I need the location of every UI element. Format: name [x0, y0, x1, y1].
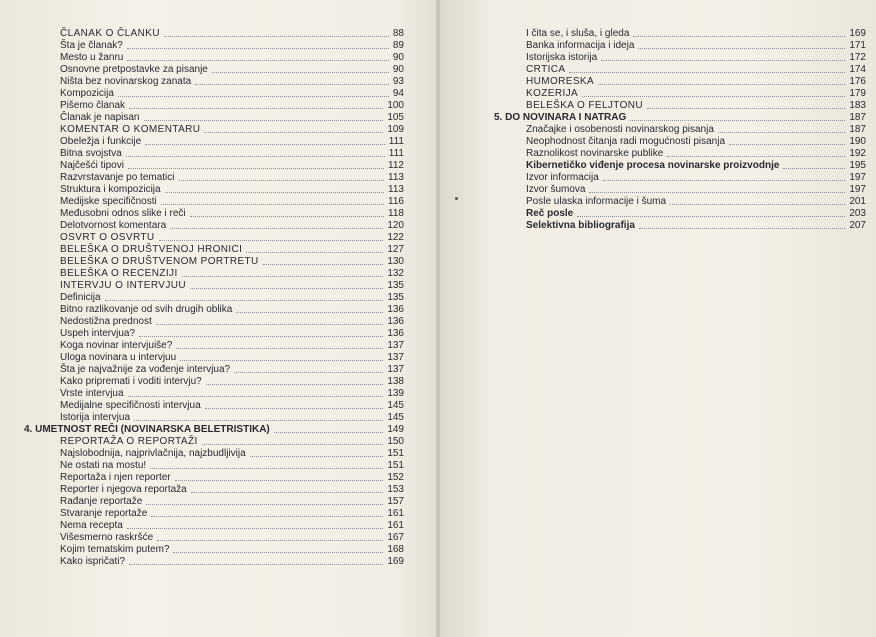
toc-entry	[494, 148, 866, 160]
toc-entry	[24, 304, 404, 316]
toc-entry-title: Uspeh intervjua?	[60, 328, 136, 339]
toc-entry-page-number: 187	[849, 124, 866, 135]
toc-entry-title: Reportaža i njen reporter	[60, 472, 171, 483]
dot-leader	[146, 503, 383, 505]
toc-entry	[24, 64, 404, 76]
toc-entry-page-number: 116	[388, 196, 404, 207]
toc-entry-page-number: 137	[387, 340, 404, 351]
toc-entry	[24, 292, 404, 304]
toc-entry-title: Međusobni odnos slike i reči	[60, 208, 186, 219]
toc-entry-page-number: 152	[387, 472, 404, 483]
toc-entry-title: CRTICA	[526, 64, 566, 75]
toc-entry-title: Rađanje reportaže	[60, 496, 143, 507]
toc-entry	[24, 544, 404, 556]
toc-entry-title: KOMENTAR O KOMENTARU	[60, 124, 201, 135]
toc-entry-page-number: 207	[849, 220, 866, 231]
toc-entry-page-number: 138	[387, 376, 404, 387]
toc-entry-page-number: 187	[849, 112, 866, 123]
toc-entry	[24, 172, 404, 184]
toc-entry	[24, 256, 404, 268]
dot-leader	[263, 263, 384, 265]
toc-entry	[24, 148, 404, 160]
toc-entry	[494, 220, 866, 232]
toc-entry-title: Posle ulaska informacije i šuma	[526, 196, 667, 207]
toc-entry-page-number: 111	[388, 148, 404, 159]
dot-leader	[150, 467, 383, 469]
toc-entry-page-number: 169	[387, 556, 404, 567]
toc-entry-title: Vrste intervjua	[60, 388, 124, 399]
toc-entry	[494, 196, 866, 208]
toc-entry-title: KOZERIJA	[526, 88, 579, 99]
toc-entry	[24, 112, 404, 124]
toc-entry-title: Bitna svojstva	[60, 148, 122, 159]
dot-leader	[729, 143, 845, 145]
toc-entry-title: I čita se, i sluša, i gleda	[526, 28, 630, 39]
toc-entry	[24, 52, 404, 64]
dot-leader	[144, 119, 384, 121]
toc-entry-page-number: 167	[387, 532, 404, 543]
dot-leader	[718, 131, 845, 133]
toc-entry	[494, 136, 866, 148]
toc-entry	[24, 268, 404, 280]
toc-entry-title: Članak je napisan	[60, 112, 140, 123]
toc-entry	[24, 424, 404, 436]
toc-entry-page-number: 157	[387, 496, 404, 507]
toc-entry-title: Koga novinar intervjuiše?	[60, 340, 173, 351]
dot-leader	[161, 203, 384, 205]
toc-entry	[24, 124, 404, 136]
toc-entry	[24, 412, 404, 424]
toc-entry-page-number: 174	[849, 64, 866, 75]
dot-leader	[164, 35, 389, 37]
dot-leader	[589, 191, 845, 193]
dot-leader	[126, 155, 385, 157]
toc-entry	[24, 100, 404, 112]
toc-entry	[24, 184, 404, 196]
right-toc-list	[494, 28, 866, 232]
toc-entry-page-number: 172	[849, 52, 866, 63]
dot-leader	[195, 83, 389, 85]
dot-leader	[577, 215, 845, 217]
toc-entry-title: Definicija	[60, 292, 101, 303]
toc-entry-title: Medijalne specifičnosti intervjua	[60, 400, 201, 411]
dot-leader	[173, 551, 383, 553]
toc-entry-page-number: 136	[387, 328, 404, 339]
dot-leader	[118, 95, 389, 97]
toc-entry-page-number: 135	[387, 280, 404, 291]
toc-entry	[24, 376, 404, 388]
toc-entry-title: Kibernetičko viđenje procesa novinarske proizvodnje	[526, 160, 780, 171]
toc-entry-page-number: 136	[387, 316, 404, 327]
toc-entry-title: Kompozicija	[60, 88, 114, 99]
dot-leader	[134, 419, 383, 421]
toc-entry	[24, 328, 404, 340]
toc-entry-title: Nedostižna prednost	[60, 316, 152, 327]
toc-entry	[24, 520, 404, 532]
toc-entry	[24, 364, 404, 376]
toc-entry-title: Struktura i kompozicija	[60, 184, 161, 195]
toc-entry	[24, 508, 404, 520]
toc-entry-title: Medijske specifičnosti	[60, 196, 157, 207]
toc-entry-page-number: 195	[849, 160, 866, 171]
toc-entry-page-number: 176	[849, 76, 866, 87]
dot-leader	[638, 47, 845, 49]
dot-leader	[639, 227, 845, 229]
dot-leader	[139, 335, 383, 337]
toc-entry-page-number: 90	[392, 64, 404, 75]
dot-leader	[633, 35, 845, 37]
dot-leader	[151, 515, 383, 517]
toc-entry-page-number: 90	[392, 52, 404, 63]
dot-leader	[157, 539, 383, 541]
toc-entry	[24, 472, 404, 484]
toc-entry-title: Kojim tematskim putem?	[60, 544, 170, 555]
toc-entry-title: Mesto u žanru	[60, 52, 124, 63]
toc-entry-page-number: 145	[387, 400, 404, 411]
dot-leader	[128, 395, 384, 397]
toc-entry-page-number: 118	[388, 208, 404, 219]
dot-leader	[204, 131, 383, 133]
toc-entry	[24, 196, 404, 208]
toc-entry-page-number: 113	[388, 184, 404, 195]
toc-entry-title: Raznolikost novinarske publike	[526, 148, 664, 159]
toc-entry-title: OSVRT O OSVRTU	[60, 232, 155, 243]
dot-leader	[569, 71, 845, 73]
toc-entry-title: Istorija intervjua	[60, 412, 131, 423]
toc-entry	[494, 124, 866, 136]
dot-leader	[274, 431, 384, 433]
toc-entry-page-number: 111	[388, 136, 404, 147]
dot-leader	[175, 479, 384, 481]
dot-leader	[647, 107, 845, 109]
toc-entry-title: Izvor informacija	[526, 172, 599, 183]
toc-entry-page-number: 201	[849, 196, 866, 207]
toc-entry	[24, 40, 404, 52]
toc-entry	[24, 448, 404, 460]
toc-entry	[24, 280, 404, 292]
toc-entry-title: BELEŠKA O FELJTONU	[526, 100, 644, 111]
toc-entry	[24, 208, 404, 220]
toc-entry-title: BELEŠKA O RECENZIJI	[60, 268, 178, 279]
dot-leader	[667, 155, 845, 157]
toc-entry-title: REPORTAŽA O REPORTAŽI	[60, 436, 198, 447]
toc-entry-page-number: 109	[387, 124, 404, 135]
toc-entry-title: Reporter i njegova reportaža	[60, 484, 187, 495]
toc-entry-page-number: 112	[388, 160, 404, 171]
toc-entry	[24, 220, 404, 232]
dot-leader	[630, 119, 845, 121]
toc-entry	[24, 436, 404, 448]
toc-entry-title: Delotvornost komentara	[60, 220, 167, 231]
dot-leader	[105, 299, 384, 301]
toc-entry-title: 5. DO NOVINARA I NATRAG	[494, 112, 627, 123]
toc-entry-title: Šta je najvažnije za vođenje intervjua?	[60, 364, 231, 375]
toc-entry-title: Kako pripremati i voditi intervju?	[60, 376, 202, 387]
toc-entry-page-number: 145	[387, 412, 404, 423]
dot-leader	[234, 371, 383, 373]
toc-entry	[24, 352, 404, 364]
toc-entry-page-number: 94	[392, 88, 404, 99]
toc-entry	[24, 340, 404, 352]
toc-entry-page-number: 168	[387, 544, 404, 555]
toc-entry	[24, 136, 404, 148]
dot-leader	[603, 179, 846, 181]
dot-leader	[128, 167, 384, 169]
toc-entry-page-number: 203	[849, 208, 866, 219]
toc-entry-title: Obeležja i funkcije	[60, 136, 142, 147]
toc-entry-page-number: 136	[387, 304, 404, 315]
toc-entry	[24, 160, 404, 172]
toc-entry	[24, 400, 404, 412]
page-speck	[455, 197, 458, 200]
dot-leader	[783, 167, 845, 169]
dot-leader	[250, 455, 384, 457]
dot-leader	[129, 107, 383, 109]
toc-entry-page-number: 113	[388, 172, 404, 183]
dot-leader	[190, 215, 384, 217]
toc-entry-title: BELEŠKA O DRUŠTVENOM PORTRETU	[60, 256, 259, 267]
toc-entry	[24, 244, 404, 256]
toc-entry-title: Neophodnost čitanja radi mogućnosti pisanja	[526, 136, 726, 147]
toc-entry	[24, 556, 404, 568]
toc-entry-page-number: 137	[387, 352, 404, 363]
toc-entry-page-number: 151	[387, 460, 404, 471]
toc-entry-page-number: 161	[387, 520, 404, 531]
toc-entry-page-number: 105	[387, 112, 404, 123]
dot-leader	[582, 95, 845, 97]
dot-leader	[165, 191, 384, 193]
toc-entry	[494, 76, 866, 88]
toc-entry-title: Šta je članak?	[60, 40, 123, 51]
toc-entry-page-number: 149	[387, 424, 404, 435]
toc-entry-page-number: 151	[387, 448, 404, 459]
left-page	[0, 0, 437, 637]
dot-leader	[202, 443, 384, 445]
toc-entry-title: Bitno razlikovanje od svih drugih oblika	[60, 304, 233, 315]
dot-leader	[212, 71, 389, 73]
toc-entry-page-number: 122	[387, 232, 404, 243]
toc-entry-page-number: 150	[387, 436, 404, 447]
toc-entry-title: 4. UMETNOST REČI (NOVINARSKA BELETRISTIKA)	[24, 424, 270, 435]
dot-leader	[145, 143, 385, 145]
toc-entry-title: Banka informacija i ideja	[526, 40, 635, 51]
toc-entry	[24, 388, 404, 400]
toc-entry	[494, 52, 866, 64]
toc-entry	[494, 88, 866, 100]
dot-leader	[127, 527, 384, 529]
toc-entry-page-number: 100	[387, 100, 404, 111]
toc-entry-page-number: 153	[387, 484, 404, 495]
dot-leader	[179, 179, 385, 181]
dot-leader	[127, 47, 389, 49]
toc-entry-title: Najčešći tipovi	[60, 160, 124, 171]
toc-entry-title: Reč posle	[526, 208, 574, 219]
dot-leader	[156, 323, 384, 325]
dot-leader	[182, 275, 384, 277]
toc-entry	[494, 100, 866, 112]
toc-entry-title: Pišemo članak	[60, 100, 126, 111]
dot-leader	[246, 251, 383, 253]
toc-entry-page-number: 132	[387, 268, 404, 279]
dot-leader	[129, 563, 383, 565]
toc-entry	[24, 532, 404, 544]
toc-entry-page-number: 190	[849, 136, 866, 147]
toc-entry-page-number: 93	[392, 76, 404, 87]
toc-entry	[24, 484, 404, 496]
toc-entry-title: Selektivna bibliografija	[526, 220, 635, 231]
toc-entry	[494, 160, 866, 172]
toc-entry	[494, 172, 866, 184]
toc-entry-title: Stvaranje reportaže	[60, 508, 148, 519]
dot-leader	[170, 227, 383, 229]
dot-leader	[190, 287, 383, 289]
toc-entry-page-number: 192	[849, 148, 866, 159]
toc-entry-page-number: 169	[849, 28, 866, 39]
toc-entry	[24, 232, 404, 244]
toc-entry	[24, 496, 404, 508]
toc-entry-title: Višesmerno raskršće	[60, 532, 154, 543]
toc-entry-page-number: 161	[387, 508, 404, 519]
toc-entry	[494, 184, 866, 196]
dot-leader	[670, 203, 845, 205]
dot-leader	[180, 359, 383, 361]
toc-entry	[24, 76, 404, 88]
toc-entry-title: Kako ispričati?	[60, 556, 126, 567]
toc-entry-page-number: 89	[392, 40, 404, 51]
toc-entry-page-number: 137	[387, 364, 404, 375]
toc-entry	[494, 112, 866, 124]
dot-leader	[236, 311, 383, 313]
toc-entry-page-number: 179	[849, 88, 866, 99]
toc-entry-page-number: 171	[849, 40, 866, 51]
toc-entry-title: Osnovne pretpostavke za pisanje	[60, 64, 208, 75]
toc-entry-title: BELEŠKA O DRUŠTVENOJ HRONICI	[60, 244, 243, 255]
toc-entry-page-number: 88	[392, 28, 404, 39]
dot-leader	[601, 59, 845, 61]
dot-leader	[205, 407, 384, 409]
toc-entry-title: HUMORESKA	[526, 76, 595, 87]
dot-leader	[159, 239, 384, 241]
toc-entry	[24, 316, 404, 328]
toc-entry-title: Ne ostati na mostu!	[60, 460, 147, 471]
toc-entry-title: Izvor šumova	[526, 184, 586, 195]
toc-entry-title: Nema recepta	[60, 520, 123, 531]
dot-leader	[176, 347, 383, 349]
toc-entry	[24, 28, 404, 40]
toc-entry-title: Značajke i osobenosti novinarskog pisanja	[526, 124, 714, 135]
dot-leader	[206, 383, 384, 385]
toc-entry-title: Razvrstavanje po tematici	[60, 172, 175, 183]
dot-leader	[598, 83, 845, 85]
toc-entry-title: Ništa bez novinarskog zanata	[60, 76, 192, 87]
toc-entry-page-number: 130	[387, 256, 404, 267]
toc-entry-page-number: 120	[387, 220, 404, 231]
toc-entry-page-number: 197	[849, 172, 866, 183]
toc-entry-page-number: 127	[387, 244, 404, 255]
toc-entry-title: Istorijska istorija	[526, 52, 598, 63]
toc-entry-page-number: 135	[387, 292, 404, 303]
toc-entry-page-number: 183	[849, 100, 866, 111]
toc-entry-page-number: 139	[387, 388, 404, 399]
toc-entry-title: Najslobodnija, najprivlačnija, najzbudljivija	[60, 448, 246, 459]
left-toc-list	[24, 28, 404, 568]
dot-leader	[191, 491, 384, 493]
toc-entry-title: ČLANAK O ČLANKU	[60, 28, 160, 39]
toc-entry	[24, 460, 404, 472]
toc-entry-page-number: 197	[849, 184, 866, 195]
toc-entry-title: INTERVJU O INTERVJUU	[60, 280, 186, 291]
toc-entry	[494, 208, 866, 220]
toc-entry	[494, 28, 866, 40]
toc-entry	[494, 40, 866, 52]
dot-leader	[127, 59, 389, 61]
toc-entry	[494, 64, 866, 76]
toc-entry-title: Uloga novinara u intervjuu	[60, 352, 177, 363]
toc-entry	[24, 88, 404, 100]
